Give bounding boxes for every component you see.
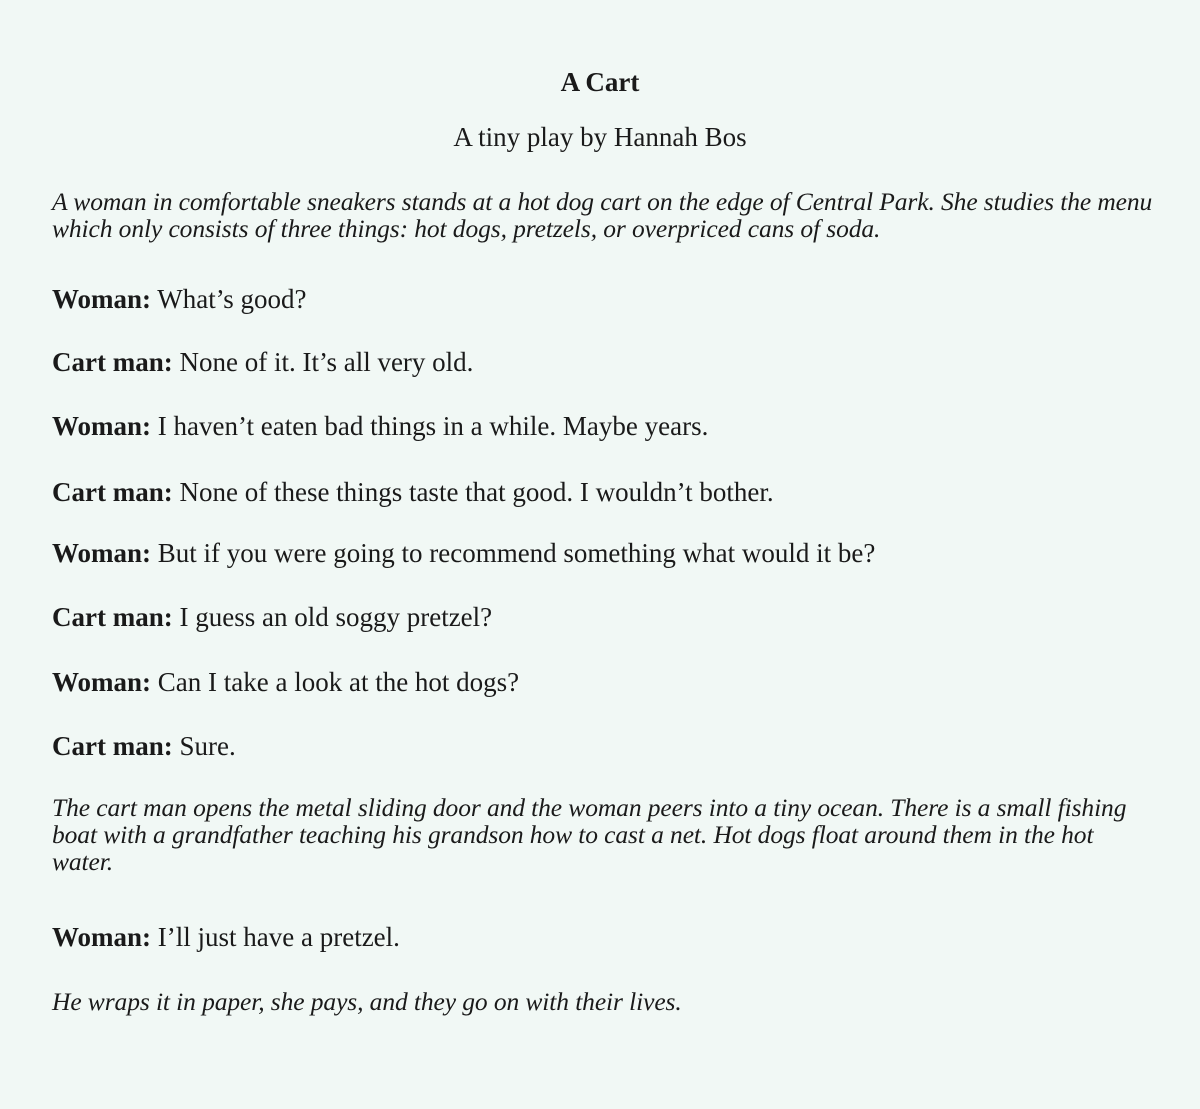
dialogue-line xyxy=(52,411,708,441)
dialogue-text: None of it. It’s all very old. xyxy=(179,347,474,377)
dialogue-line xyxy=(52,477,774,507)
dialogue-text: But if you were going to recommend something what would it be? xyxy=(157,538,876,568)
play-subtitle: A tiny play by Hannah Bos xyxy=(453,122,747,152)
dialogue-line xyxy=(52,347,473,377)
dialogue-line xyxy=(52,284,307,314)
dialogue-line xyxy=(52,602,492,632)
dialogue-text: What’s good? xyxy=(157,284,307,314)
stage-direction: The cart man opens the metal sliding door and the woman peers into a tiny ocean. There is a small fishing boat with a grandfather teaching his grandson how to cast a net. Hot dogs float around them in the hot water. xyxy=(52,793,1127,876)
dialogue-line xyxy=(52,731,236,761)
dialogue-text: Sure. xyxy=(179,731,236,761)
speaker-name: Cart man: xyxy=(52,602,173,632)
dialogue-text: I haven’t eaten bad things in a while. Maybe years. xyxy=(157,411,709,441)
stage-direction: He wraps it in paper, she pays, and they go on with their lives. xyxy=(52,987,682,1016)
dialogue-text: Can I take a look at the hot dogs? xyxy=(157,667,520,697)
speaker-name: Woman: xyxy=(52,667,152,697)
speaker-name: Woman: xyxy=(52,922,152,952)
speaker-name: Woman: xyxy=(52,411,152,441)
dialogue-text: None of these things taste that good. I wouldn’t bother. xyxy=(179,477,774,507)
dialogue-text: I’ll just have a pretzel. xyxy=(157,922,400,952)
dialogue-text: I guess an old soggy pretzel? xyxy=(179,602,493,632)
speaker-name: Woman: xyxy=(52,538,152,568)
dialogue-line xyxy=(52,922,400,952)
speaker-name: Woman: xyxy=(52,284,152,314)
dialogue-line xyxy=(52,538,875,568)
dialogue-line xyxy=(52,667,519,697)
speaker-name: Cart man: xyxy=(52,347,173,377)
stage-direction: A woman in comfortable sneakers stands at a hot dog cart on the edge of Central Park. She studies the menu which only consists of three things: hot dogs, pretzels, or overpriced cans of soda. xyxy=(52,187,1153,243)
speaker-name: Cart man: xyxy=(52,477,173,507)
speaker-name: Cart man: xyxy=(52,731,173,761)
play-title: A Cart xyxy=(560,67,640,97)
